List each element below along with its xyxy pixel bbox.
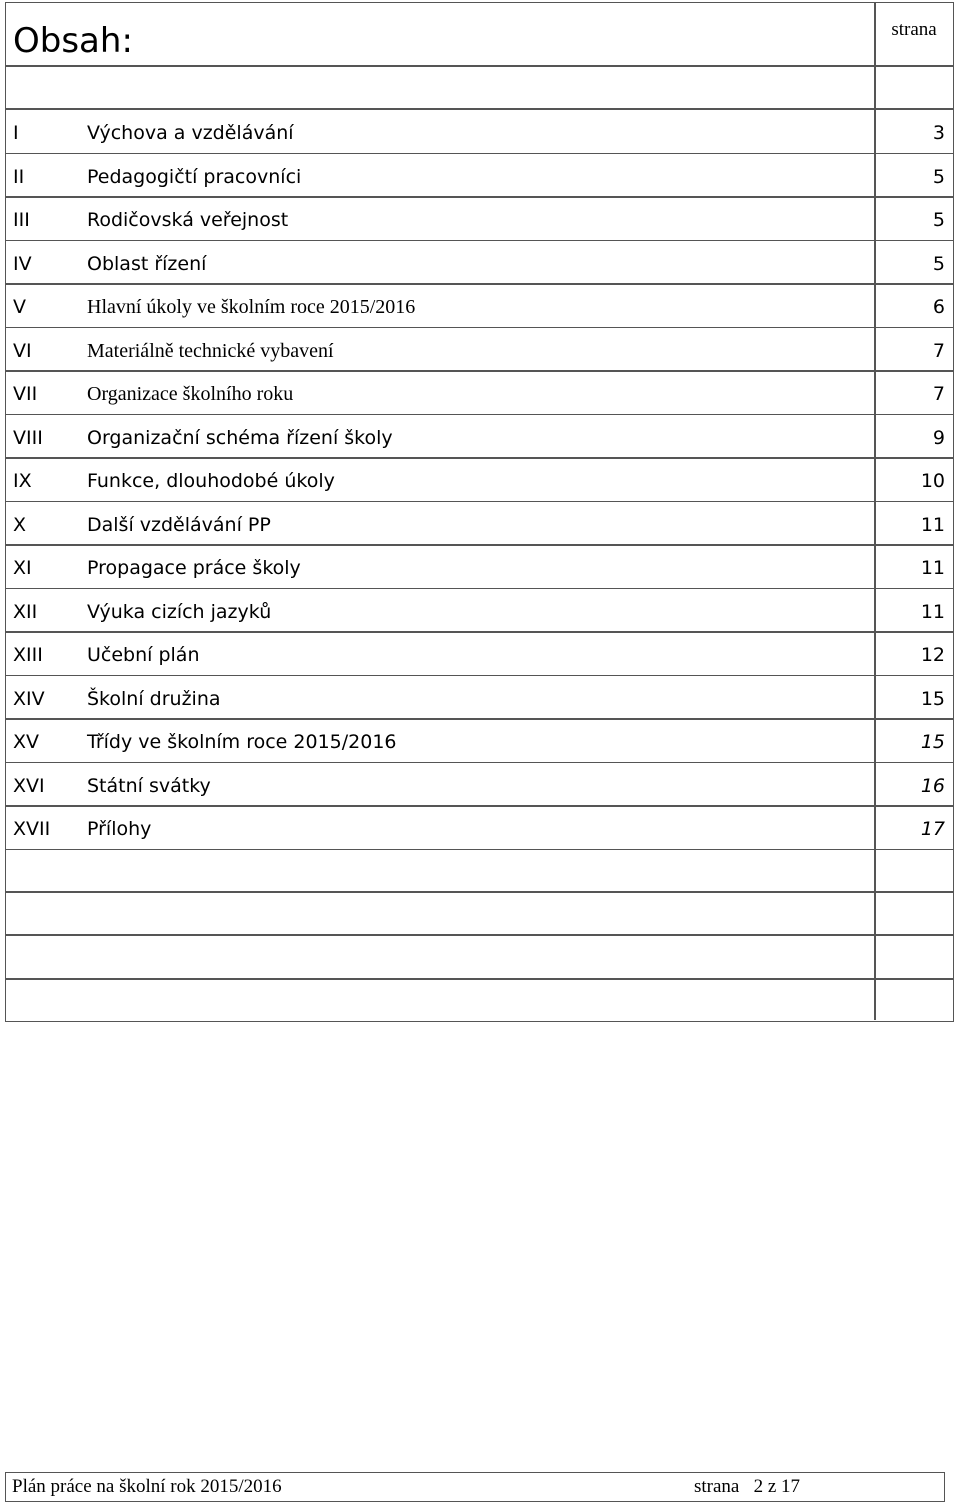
toc-entry-label: Třídy ve školním roce 2015/2016: [87, 731, 397, 753]
divider: [6, 891, 953, 893]
toc-entry: [6, 806, 953, 849]
toc-entry-number: V: [13, 296, 26, 318]
toc-entry-label: Učební plán: [87, 644, 200, 666]
toc-entry-page: 3: [932, 122, 945, 144]
toc-entry: [6, 110, 953, 153]
toc-entry-page: 10: [920, 470, 945, 492]
toc-entry-number: XVI: [13, 774, 45, 797]
toc-entry-label: Výchova a vzdělávání: [87, 122, 294, 144]
toc-entry-label: Oblast řízení: [87, 252, 207, 275]
toc-entry-number: XVII: [13, 818, 51, 840]
toc-entry-page: 11: [920, 513, 945, 536]
toc-entry: [6, 502, 953, 545]
toc-entry-label: Přílohy: [87, 818, 152, 840]
toc-entry-page: 11: [920, 557, 945, 579]
toc-entry-page: 7: [932, 339, 945, 362]
toc-entry-label: Materiálně technické vybavení: [87, 339, 334, 362]
divider: [6, 934, 953, 936]
toc-entry-label: Pedagogičtí pracovníci: [87, 165, 302, 188]
toc-entry-label: Výuka cizích jazyků: [87, 600, 272, 623]
toc-entry-number: X: [13, 513, 27, 536]
divider: [6, 978, 953, 980]
toc-entry: [6, 371, 953, 414]
toc-entry-label: Hlavní úkoly ve školním roce 2015/2016: [87, 296, 416, 318]
page-footer: [5, 1472, 945, 1502]
toc-entry-label: Propagace práce školy: [87, 557, 301, 579]
toc-entry: [6, 415, 953, 458]
divider: [6, 65, 953, 67]
toc-entry-number: XI: [13, 557, 32, 579]
toc-entry-label: Státní svátky: [87, 774, 211, 797]
toc-entry-page: 15: [920, 687, 945, 710]
footer-page-info: strana 2 z 17: [694, 1476, 801, 1497]
table-of-contents: [5, 2, 954, 1022]
toc-entry-label: Rodičovská veřejnost: [87, 209, 289, 231]
toc-entry-number: III: [13, 209, 30, 231]
toc-entry-label: Další vzdělávání PP: [87, 513, 271, 536]
toc-entry-number: XV: [13, 731, 40, 753]
toc-entry: [6, 632, 953, 675]
toc-entry: [6, 328, 953, 371]
toc-entry-label: Funkce, dlouhodobé úkoly: [87, 470, 335, 492]
page-column-header: strana: [891, 19, 937, 40]
toc-entry-number: VI: [13, 339, 32, 362]
toc-entry: [6, 197, 953, 240]
toc-entry-number: IX: [13, 470, 32, 492]
footer-document-title: Plán práce na školní rok 2015/2016: [12, 1476, 282, 1497]
divider: [6, 849, 953, 851]
toc-entry-number: XII: [13, 600, 38, 623]
toc-entry: [6, 284, 953, 327]
toc-entry: [6, 589, 953, 632]
toc-entry-number: VII: [13, 383, 38, 405]
toc-entry-page: 5: [932, 209, 945, 231]
toc-entry: [6, 545, 953, 588]
toc-entry-page: 9: [932, 426, 945, 449]
toc-entry-number: I: [13, 122, 19, 144]
toc-entry-page: 5: [932, 165, 945, 188]
toc-entry-number: XIV: [13, 687, 45, 710]
toc-entry-number: IV: [13, 252, 32, 275]
toc-entry-label: Organizační schéma řízení školy: [87, 426, 393, 449]
toc-entry-page: 15: [920, 731, 945, 753]
toc-entry-label: Školní družina: [87, 687, 221, 710]
toc-entry: [6, 458, 953, 501]
toc-entry: [6, 719, 953, 762]
toc-entry-page: 6: [932, 296, 945, 318]
toc-entry: [6, 676, 953, 719]
toc-entry-label: Organizace školního roku: [87, 383, 294, 405]
toc-entry-page: 16: [920, 774, 945, 797]
toc-entry-page: 11: [920, 600, 945, 623]
toc-entry-number: II: [13, 165, 25, 188]
toc-entry-page: 17: [920, 818, 945, 840]
toc-entry-number: XIII: [13, 644, 43, 666]
toc-entry: [6, 154, 953, 197]
toc-entry-page: 7: [932, 383, 945, 405]
toc-title: Obsah:: [13, 21, 133, 61]
toc-entry-page: 12: [920, 644, 945, 666]
toc-entry-page: 5: [932, 252, 945, 275]
toc-entry-number: VIII: [13, 426, 43, 449]
toc-entry: [6, 241, 953, 284]
toc-entry: [6, 763, 953, 806]
